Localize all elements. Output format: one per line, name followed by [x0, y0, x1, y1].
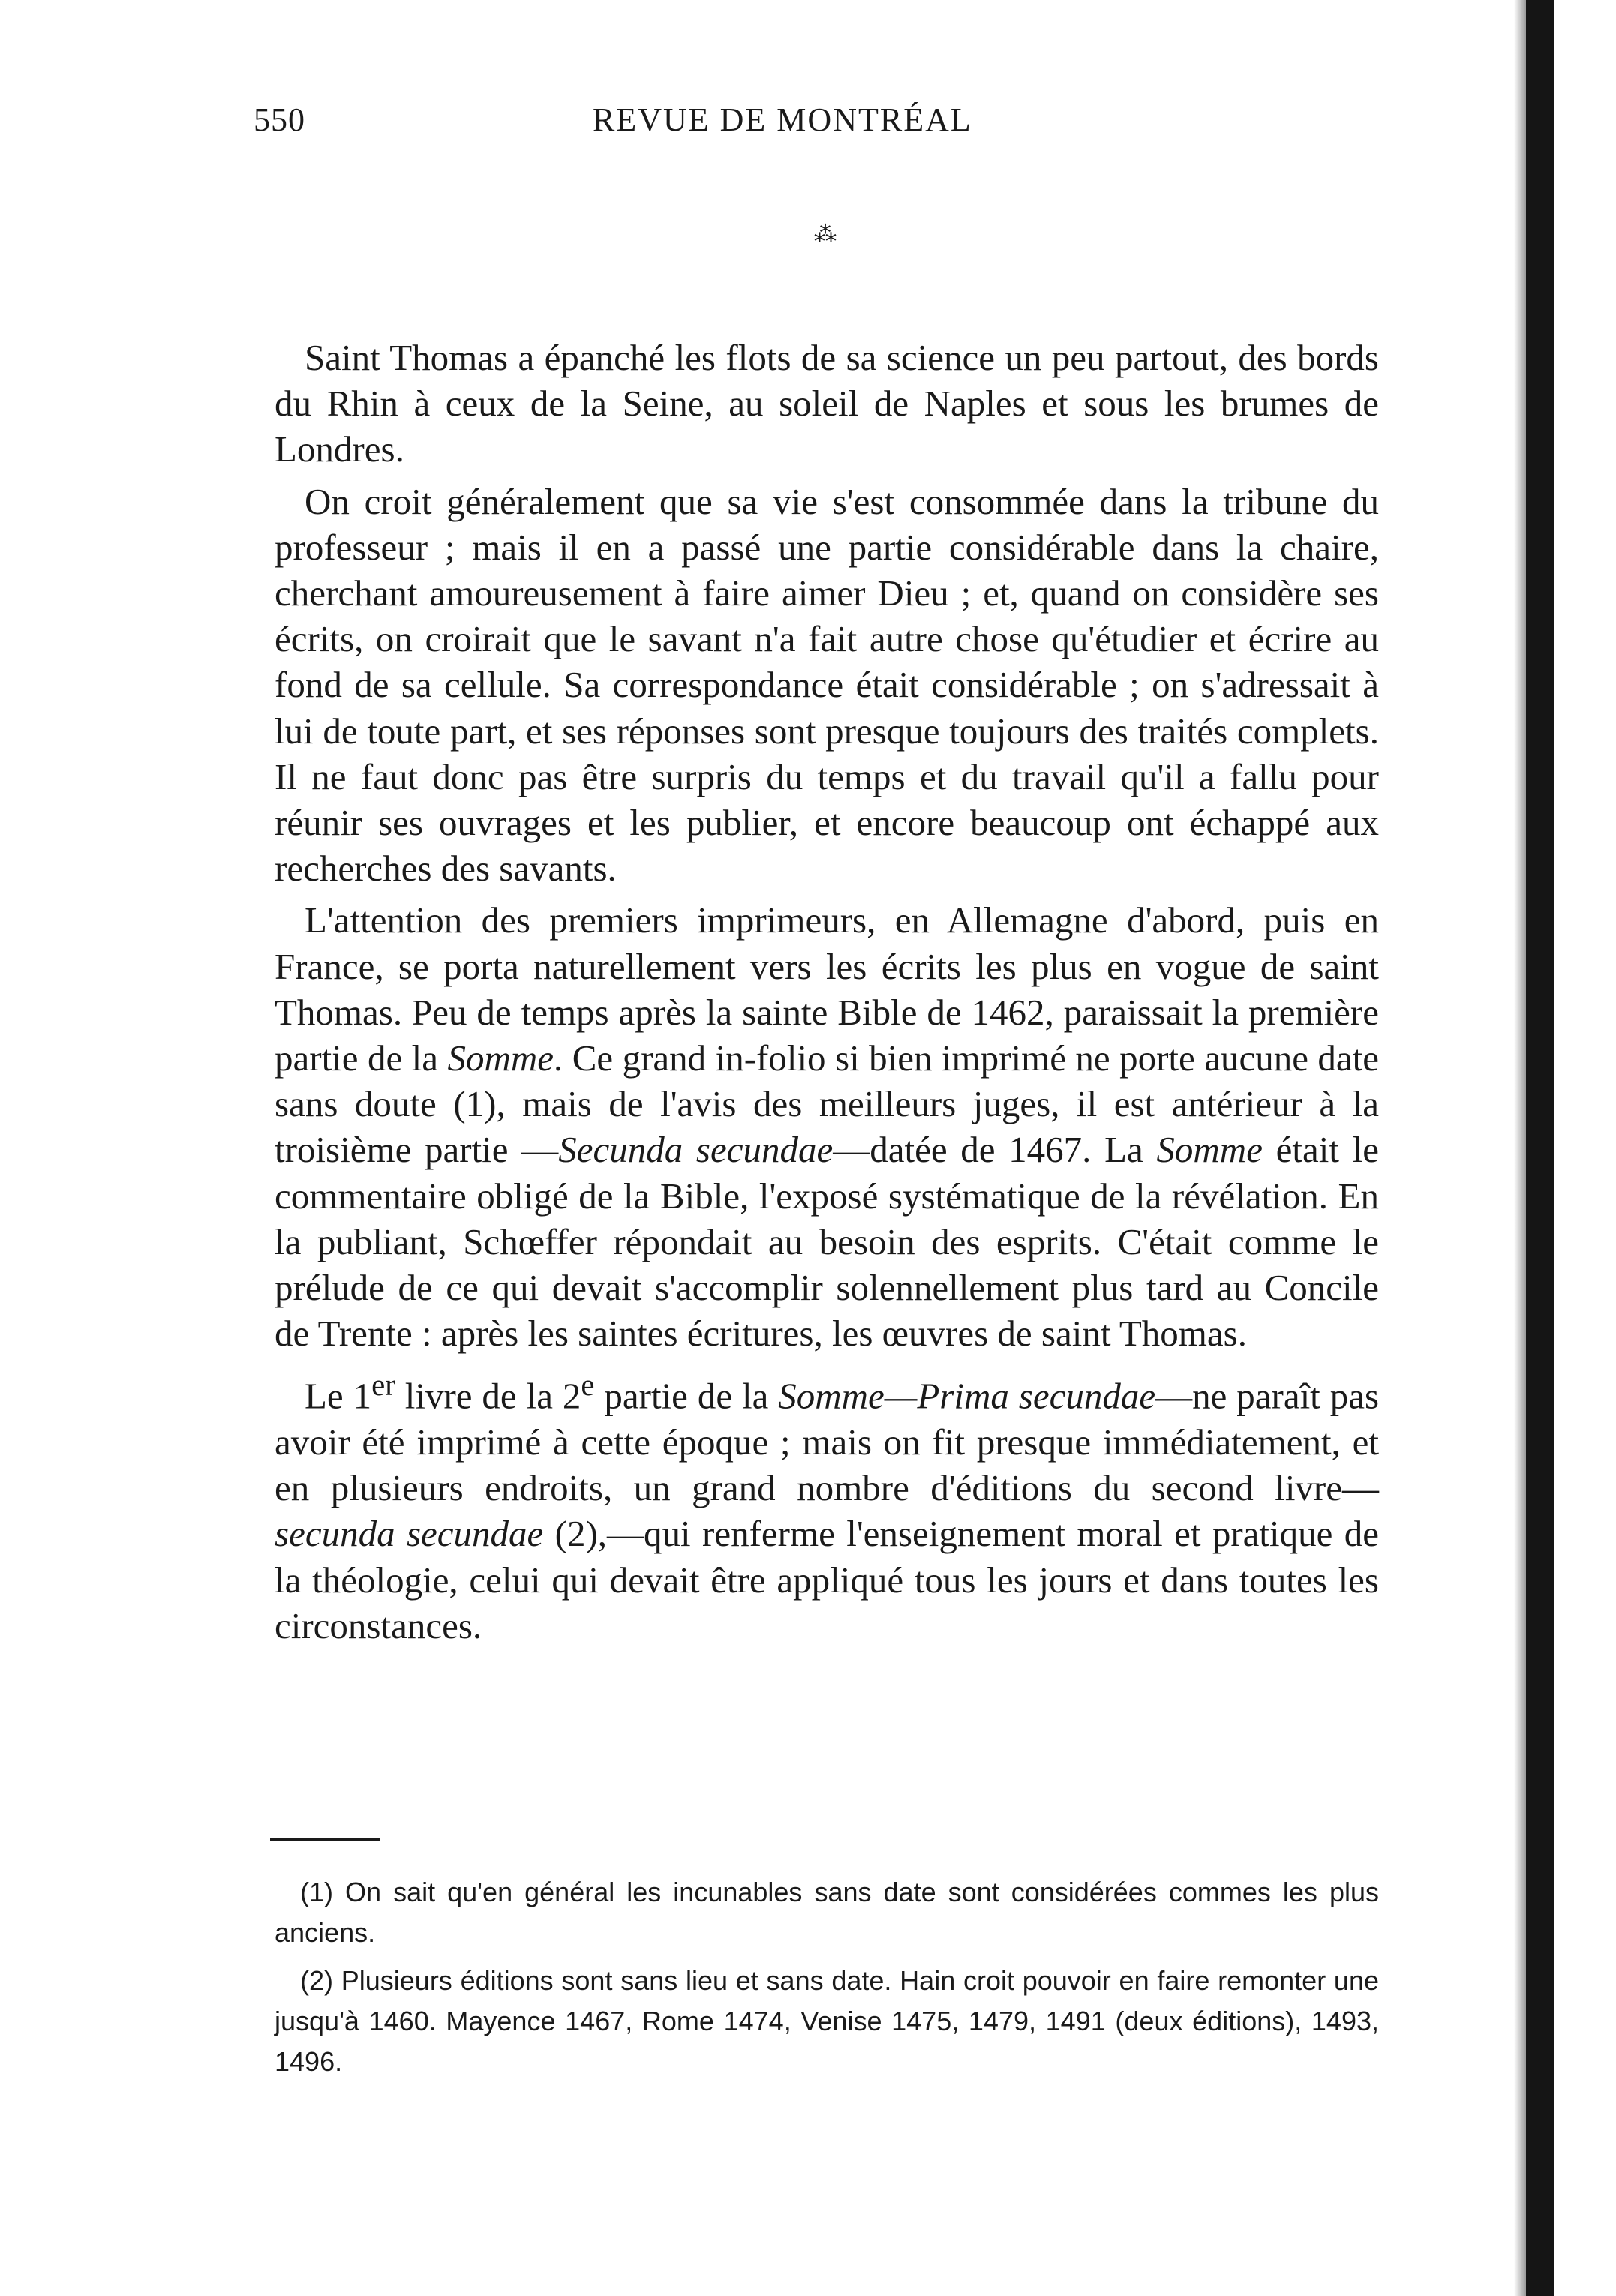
section-break-asterism: ⁂	[814, 222, 837, 247]
body-text	[275, 335, 1379, 1649]
paragraph-4-italic-prima: Somme—Prima secundae	[778, 1375, 1156, 1417]
paragraph-3-italic-secunda: Secunda secundae	[558, 1129, 834, 1171]
scan-edge-binding	[1526, 0, 1554, 2296]
paragraph-3-italic-somme-2: Somme	[1156, 1129, 1263, 1171]
paragraph-4-superscript-e: e	[581, 1368, 595, 1403]
paragraph-4-text-c: partie de la	[594, 1375, 779, 1417]
paragraph-3	[275, 897, 1379, 1356]
paragraph-4-text-e: (2),—qui renferme l'enseignement moral et pratique de la théologie, celui qui devait être appliqué tous les jours et dans toutes les circonstances.	[275, 1513, 1379, 1646]
footnote-1: (1) On sait qu'en général les incunables sans date sont considérées commes les plus anciens.	[275, 1877, 1379, 1948]
paragraph-1	[275, 335, 1379, 473]
paragraph-4-italic-secunda: secunda secundae	[275, 1513, 544, 1555]
paragraph-3-text-b: . Ce grand in-folio si bien imprimé ne porte aucune date sans doute (1), mais de l'avis des meilleurs juges, il est antérieur à la troisième partie —	[275, 1037, 1380, 1171]
paragraph-2	[275, 479, 1379, 892]
paragraph-4	[275, 1362, 1379, 1649]
footnotes	[275, 1872, 1379, 2082]
paragraph-3-text-a: L'attention des premiers imprimeurs, en Allemagne d'abord, puis en France, se porta naturellement vers les écrits les plus en vogue de saint Thomas. Peu de temps après la sainte Bible de 1462, paraissait la première partie de la	[275, 899, 1379, 1079]
paragraph-3-text-d: était le commentaire obligé de la Bible, l'exposé systématique de la révélation. En la publiant, Schœffer répondait au besoin des esprits. C'était comme le prélude de ce qui devait s'accomplir solennellement plus tard au Concile de Trente : après les saintes écritures, les œuvres de saint Thomas.	[275, 1129, 1379, 1355]
paragraph-3-italic-somme: Somme	[447, 1037, 554, 1079]
paragraph-1-text: Saint Thomas a épanché les flots de sa science un peu partout, des bords du Rhin à ceux de la Seine, au soleil de Naples et sous les brumes de Londres.	[275, 337, 1379, 470]
paragraph-2-text: On croit généralement que sa vie s'est consommée dans la tribune du professeur ; mais il en a passé une partie considérable dans la chaire, cherchant amoureusement à faire aimer Dieu ; et, quand on considère ses écrits, on croirait que le savant n'a fait autre chose qu'étudier et écrire au fond de sa cellule. Sa correspondance était considérable ; on s'adressait à lui de toute part, et ses réponses sont presque toujours des traités complets. Il ne faut donc pas être surpris du temps et du travail qu'il a fallu pour réunir ses ouvrages et les publier, et encore beaucoup ont échappé aux recherches des savants.	[275, 480, 1379, 890]
paragraph-4-text-d: —ne paraît pas avoir été imprimé à cette époque ; mais on fit presque immédiatement, et en plusieurs endroits, un grand nombre d'éditions du second livre—	[275, 1375, 1380, 1509]
paragraph-4-text-b: livre de la 2	[395, 1375, 581, 1417]
paragraph-4-superscript-er: er	[371, 1368, 395, 1403]
page-number: 550	[254, 101, 305, 138]
paragraph-4-text-a: Le 1	[305, 1375, 372, 1417]
footnote-rule	[270, 1838, 380, 1841]
footnote-2: (2) Plusieurs éditions sont sans lieu et sans date. Hain croit pouvoir en faire remonter une jusqu'à 1460. Mayence 1467, Rome 1474, Venise 1475, 1479, 1491 (deux éditions), 1493, 1496.	[275, 1965, 1379, 2077]
running-title: REVUE DE MONTRÉAL	[593, 101, 972, 138]
scan-edge-shadow	[1514, 0, 1526, 2296]
paragraph-3-text-c: —datée de 1467. La	[833, 1129, 1157, 1171]
